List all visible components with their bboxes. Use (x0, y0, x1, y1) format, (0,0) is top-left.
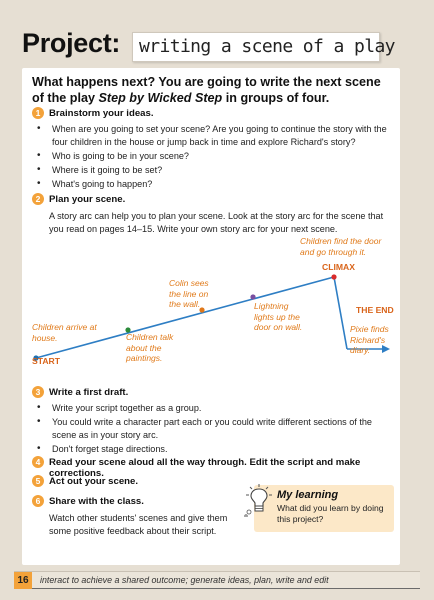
list-item: • You could write a character part each or you could write different sections of the scene as in your story arc. (32, 416, 396, 441)
page-footer (14, 571, 420, 589)
story-arc (22, 68, 400, 408)
event-talk: Children talk about the paintings. (126, 332, 174, 364)
list-item: • Write your script together as a group. (32, 402, 396, 415)
footer-objectives: interact to achieve a shared outcome; generate ideas, plan, write and edit (40, 575, 329, 585)
start-label: START (32, 356, 61, 366)
climax-label: CLIMAX (322, 262, 355, 272)
step-4-number: 4 (32, 456, 44, 468)
lightning-point (250, 294, 255, 299)
event-line: Colin sees the line on the wall. (169, 278, 209, 310)
step-2-title: Plan your scene. (49, 194, 126, 205)
list-item: • What's going to happen? (32, 178, 396, 191)
step-4-title: Read your scene aloud all the way through. Edit the script and make corrections. (49, 457, 361, 479)
lightbulb-icon (244, 483, 274, 517)
page-title: Project: (22, 28, 121, 58)
intro-text-end: in groups of four. (222, 91, 330, 105)
page-header (22, 28, 422, 64)
end-label: THE END (356, 305, 394, 315)
list-item: • Where is it going to be set? (32, 164, 396, 177)
list-item: • When are you going to set your scene? Are you going to continue the story with the four children in the house or jump back in time and explore Richard's story? (32, 123, 396, 148)
step-1-number: 1 (32, 107, 44, 119)
event-arrive: Children arrive at house. (32, 322, 97, 343)
step-3-title: Write a first draft. (49, 387, 129, 398)
step-2-text: A story arc can help you to plan your scene. Look at the story arc for the scene that you read on pages 14–15. Write your own story arc for your next scene. (49, 211, 384, 234)
my-learning-box (254, 485, 394, 532)
step-5-number: 5 (32, 475, 44, 487)
climax-point (331, 274, 336, 279)
my-learning-title: My learning (277, 489, 339, 501)
step-6-title: Share with the class. (49, 496, 144, 507)
step-1-title: Brainstorm your ideas. (49, 108, 154, 119)
content-card (22, 68, 400, 565)
event-diary: Pixie finds Richard's diary. (350, 324, 389, 356)
step-6-number: 6 (32, 495, 44, 507)
step-6-text: Watch other students' scenes and give them some positive feedback about their script. (49, 513, 228, 536)
play-title: Step by Wicked Step (98, 91, 223, 105)
event-lightning: Lightning lights up the door on wall. (254, 301, 303, 333)
intro-text-start: What happens next? You are going to write the next scene of the play (32, 75, 381, 105)
step-3-number: 3 (32, 386, 44, 398)
step-5-title: Act out your scene. (49, 476, 139, 487)
my-learning-question: What did you learn by doing this project? (277, 503, 384, 524)
step-2-number: 2 (32, 193, 44, 205)
page-subtitle: writing a scene of a play (132, 32, 380, 62)
event-door: Children find the door and go through it. (300, 236, 382, 257)
list-item: • Don't forget stage directions. (32, 443, 396, 456)
step-3-bullets (32, 402, 396, 457)
page-number: 16 (14, 572, 32, 589)
list-item: • Who is going to be in your scene? (32, 150, 396, 163)
falling-action-line (334, 277, 347, 349)
